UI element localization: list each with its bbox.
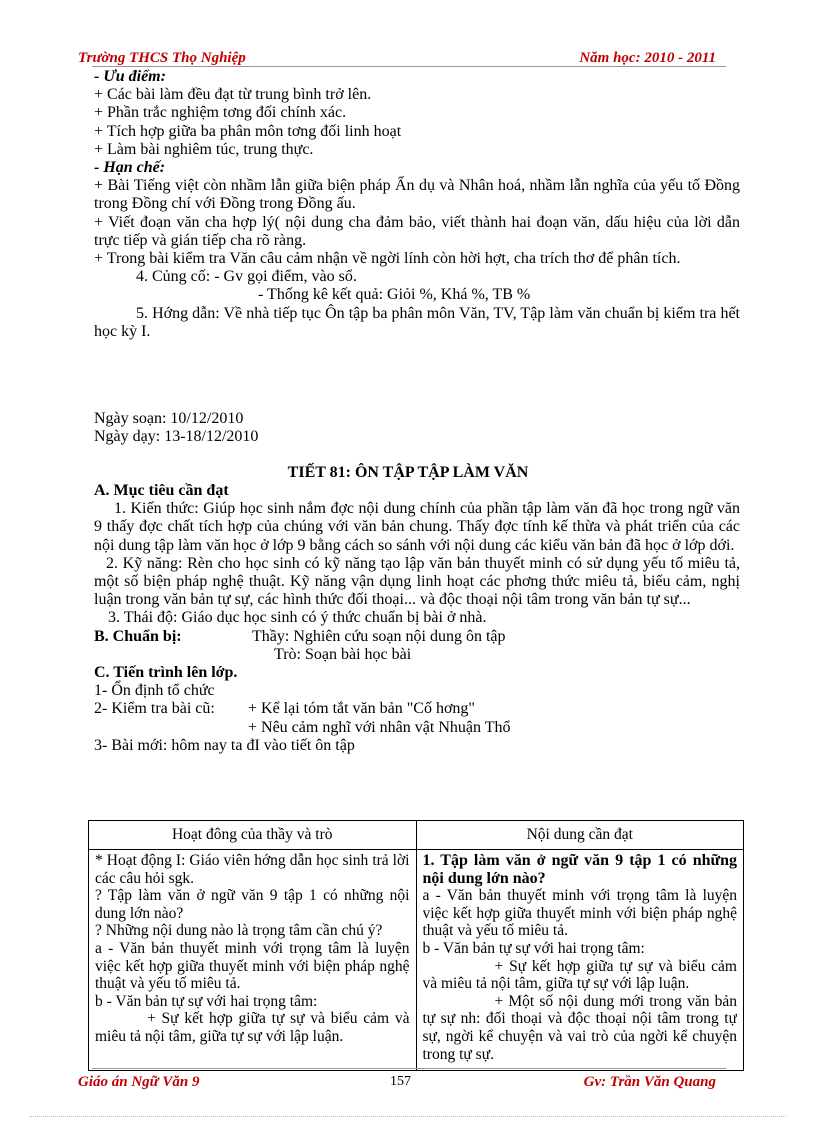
preparation-row <box>94 628 740 646</box>
preparation-teacher: Thầy: Nghiên cứu soạn nội dung ôn tập <box>252 627 506 645</box>
procedure-step-2-b: + Nêu cảm nghĩ với nhân vật Nhuận Thổ <box>248 718 511 736</box>
lesson-title: TIẾT 81: ÔN TẬP TẬP LÀM VĂN <box>287 464 529 481</box>
activity-line: + Sự kết hợp giữa tự sự và biểu cảm và miêu tả nội tâm, giữa tự sự với lập luận. <box>95 1010 410 1045</box>
activities-cell <box>89 850 417 1071</box>
objective-skills: 2. Kỹ năng: Rèn cho học sinh có kỹ năng tạo lập văn bản thuyết minh có sử dụng yếu tố miêu tả, một số biện pháp nghệ thuật. Kỹ năng vận dụng linh hoạt các phơng thức miêu tả, biểu cảm, nghị luận trong văn bản tự sự, các hình thức đối thoại... và độc thoại nội tâm trong văn bản tự sự... <box>94 554 740 609</box>
school-year: Năm học: 2010 - 2011 <box>579 50 716 66</box>
weakness-label: - Hạn chế: <box>94 159 166 177</box>
content-line: + Sự kết hợp giữa tự sự và biểu cảm và miêu tả nội tâm, giữa tự sự với lập luận. <box>422 957 737 993</box>
activity-line: b - Văn bản tự sự với hai trọng tâm: <box>95 992 318 1010</box>
footer-rule <box>92 1068 726 1069</box>
table-header-content: Nội dung cần đạt <box>416 821 744 850</box>
weakness-item: + Viết đoạn văn cha hợp lý( nội dung cha đảm bảo, viết thành hai đoạn văn, dấu hiệu của lời dẫn trực tiếp và gián tiếp cha rõ ràng. <box>94 213 740 249</box>
evaluation-section <box>94 68 740 341</box>
strength-item: + Phần trắc nghiệm tơng đối chính xác. <box>94 104 347 122</box>
lesson-section <box>94 482 740 755</box>
procedure-step-1: 1- Ổn định tổ chức <box>94 682 215 700</box>
strength-item: + Tích hợp giữa ba phân môn tơng đối linh hoạt <box>94 122 402 140</box>
header-rule <box>92 66 726 67</box>
page-bottom-border <box>30 1116 786 1117</box>
content-line: b - Văn bản tự sự với hai trọng tâm: <box>422 939 645 957</box>
homework-guide: 5. Hớng dẫn: Về nhà tiếp tục Ôn tập ba phân môn Văn, TV, Tập làm văn chuẩn bị kiểm tra hết học kỳ I. <box>94 304 740 340</box>
table-row <box>89 850 744 1071</box>
procedure-step-2 <box>94 700 740 718</box>
weakness-item: + Trong bài kiểm tra Văn câu cảm nhận về ngời lính còn hời hợt, cha trích thơ để phân tích. <box>94 250 681 268</box>
procedure-step-2-a: + Kể lại tóm tắt văn bản "Cố hơng" <box>248 700 475 718</box>
table-header-row <box>89 821 744 850</box>
objective-knowledge: 1. Kiến thức: Giúp học sinh nắm đợc nội dung chính của phần tập làm văn đã học trong ngữ văn 9 thấy đợc chất tích hợp của chúng với văn bản chung. Thấy đợc tính kế thừa và phát triển của các nội dung tập làm văn học ở lớp 9 bằng cách so sánh với nội dung các kiểu văn bản đã học ở lớp dới. <box>94 500 740 554</box>
activity-line: ? Những nội dung nào là trọng tâm cần chú ý? <box>95 922 383 940</box>
strengths-label: - Ưu điểm: <box>94 68 166 85</box>
school-name: Trường THCS Thọ Nghiệp <box>78 50 246 66</box>
content-line: + Một số nội dung mới trong văn bản tự sự nh: đối thoại và độc thoại nội tâm trong tự sự, ngời kể chuyện và vai trò của ngời kể chuyện trong tự sự. <box>422 992 737 1063</box>
content-heading: 1. Tập làm văn ở ngữ văn 9 tập 1 có những nội dung lớn nào? <box>422 852 737 887</box>
statistics-line: - Thống kê kết quả: Giỏi %, Khá %, TB % <box>258 286 531 304</box>
preparation-student: Trò: Soạn bài học bài <box>274 645 412 663</box>
content-line: a - Văn bản thuyết minh với trọng tâm là luyện việc kết hợp giữa thuyết minh với biện pháp nghệ thuật và yếu tố miêu tả. <box>422 887 737 940</box>
table-header-activities: Hoạt đông của thầy và trò <box>89 821 417 850</box>
procedure-heading: C. Tiến trình lên lớp. <box>94 664 238 682</box>
content-cell <box>416 850 744 1071</box>
date-taught: Ngày dạy: 13-18/12/2010 <box>94 428 259 446</box>
preparation-heading: B. Chuẩn bị: <box>94 627 182 645</box>
procedure-step-3: 3- Bài mới: hôm nay ta đI vào tiết ôn tập <box>94 736 355 754</box>
objectives-heading: A. Mục tiêu cần đạt <box>94 482 229 499</box>
consolidation-line: 4. Củng cố: - Gv gọi điểm, vào sổ. <box>136 268 357 286</box>
weakness-item: + Bài Tiếng việt còn nhầm lẫn giữa biện pháp Ẩn dụ và Nhân hoá, nhầm lẫn nghĩa của yếu tố Đồng trong Đồng chí với Đồng trong Đồng ấu. <box>94 177 740 213</box>
strength-item: + Các bài làm đều đạt từ trung bình trở lên. <box>94 86 372 104</box>
page-number: 157 <box>390 1074 411 1089</box>
date-prepared: Ngày soạn: 10/12/2010 <box>94 410 244 427</box>
activity-line: a - Văn bản thuyết minh với trọng tâm là luyện việc kết hợp giữa thuyết minh với biện pháp nghệ thuật và yếu tố miêu tả. <box>95 939 410 993</box>
footer-teacher: Gv: Trần Văn Quang <box>583 1074 716 1090</box>
footer-subject: Giáo án Ngữ Văn 9 <box>78 1074 200 1090</box>
activity-line: * Hoạt động I: Giáo viên hớng dẫn học sinh trả lời các câu hỏi sgk. <box>95 852 410 887</box>
strength-item: + Làm bài nghiêm túc, trung thực. <box>94 140 314 158</box>
procedure-step-2-label: 2- Kiểm tra bài cũ: <box>94 700 215 718</box>
dates-section <box>94 410 740 446</box>
page-header <box>78 50 716 67</box>
lesson-plan-table <box>88 820 744 1071</box>
activity-line: ? Tập làm văn ở ngữ văn 9 tập 1 có những nội dung lớn nào? <box>95 887 410 922</box>
page-footer <box>78 1074 716 1091</box>
objective-attitude: 3. Thái độ: Giáo dục học sinh có ý thức chuẩn bị bài ở nhà. <box>108 609 487 627</box>
